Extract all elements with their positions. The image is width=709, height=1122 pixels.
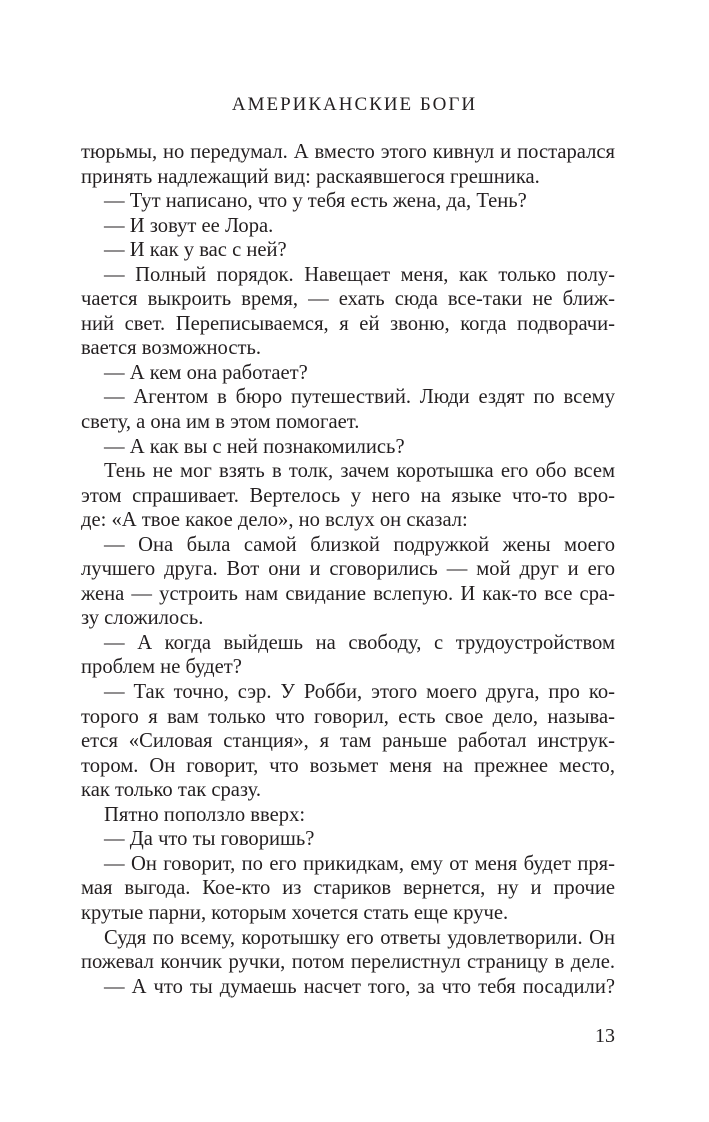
text-line: чается выкроить время, — ехать сюда все-таки не ближ- — [81, 288, 615, 311]
text-line: — Так точно, сэр. У Робби, этого моего друга, про ко- — [104, 681, 615, 704]
text-line: проблем не будет? — [81, 656, 242, 679]
text-line: принять надлежащий вид: раскаявшегося грешника. — [81, 165, 540, 188]
body-text — [81, 140, 615, 999]
text-line: торого я вам только что говорил, есть свое дело, называ- — [81, 705, 615, 728]
text-line: — Тут написано, что у тебя есть жена, да, Тень? — [104, 190, 527, 213]
text-line: Судя по всему, коротышку его ответы удовлетворили. Он — [104, 926, 615, 949]
text-line: тором. Он говорит, что возьмет меня на прежнее место, — [81, 754, 615, 777]
text-line: крутые парни, которым хочется стать еще круче. — [81, 901, 509, 924]
text-line: свету, а она им в этом помогает. — [81, 411, 360, 434]
text-line: как только так сразу. — [81, 779, 262, 802]
text-line: ется «Силовая станция», я там раньше работал инструк- — [81, 730, 615, 753]
text-line: лучшего друга. Вот они и сговорились — мой друг и его — [81, 558, 615, 581]
text-line: — А как вы с ней познакомились? — [104, 435, 405, 458]
text-line: тюрьмы, но передумал. А вместо этого кивнул и постарался — [81, 141, 615, 163]
text-line: — Полный порядок. Навещает меня, как только полу- — [104, 263, 615, 286]
text-line: — А что ты думаешь насчет того, за что тебя посадили? — [104, 975, 615, 998]
text-line: пожевал кончик ручки, потом перелистнул страницу в деле. — [81, 951, 615, 974]
text-line: — А кем она работает? — [104, 361, 308, 384]
text-line: — А когда выйдешь на свободу, с трудоустройством — [104, 631, 615, 654]
running-head-title: АМЕРИКАНСКИЕ БОГИ — [231, 94, 478, 115]
text-line: — Он говорит, по его прикидкам, ему от меня будет пря- — [104, 852, 615, 875]
text-line: — И зовут ее Лора. — [104, 214, 274, 237]
text-line: мая выгода. Кое-кто из стариков вернется, ну и прочие — [81, 877, 615, 900]
text-line: — Да что ты говоришь? — [104, 828, 315, 851]
text-line: де: «А твое какое дело», но вслух он сказал: — [81, 509, 468, 532]
text-line: Пятно поползло вверх: — [104, 803, 306, 826]
text-line: жена — устроить нам свидание вслепую. И как-то все сра- — [81, 582, 615, 605]
text-line: — Агентом в бюро путешествий. Люди ездят по всему — [104, 386, 615, 409]
text-line: вается возможность. — [81, 337, 262, 360]
text-line: этом спрашивает. Вертелось у него на языке что-то вро- — [81, 484, 615, 507]
text-line: ний свет. Переписываемся, я ей звоню, когда подворачи- — [81, 312, 615, 335]
page-number: 13 — [595, 1025, 615, 1047]
text-line: зу сложилось. — [81, 607, 204, 630]
text-line: — Она была самой близкой подружкой жены моего — [104, 533, 615, 556]
text-line: Тень не мог взять в толк, зачем коротышка его обо всем — [104, 460, 615, 483]
text-line: — И как у вас с ней? — [104, 239, 287, 262]
